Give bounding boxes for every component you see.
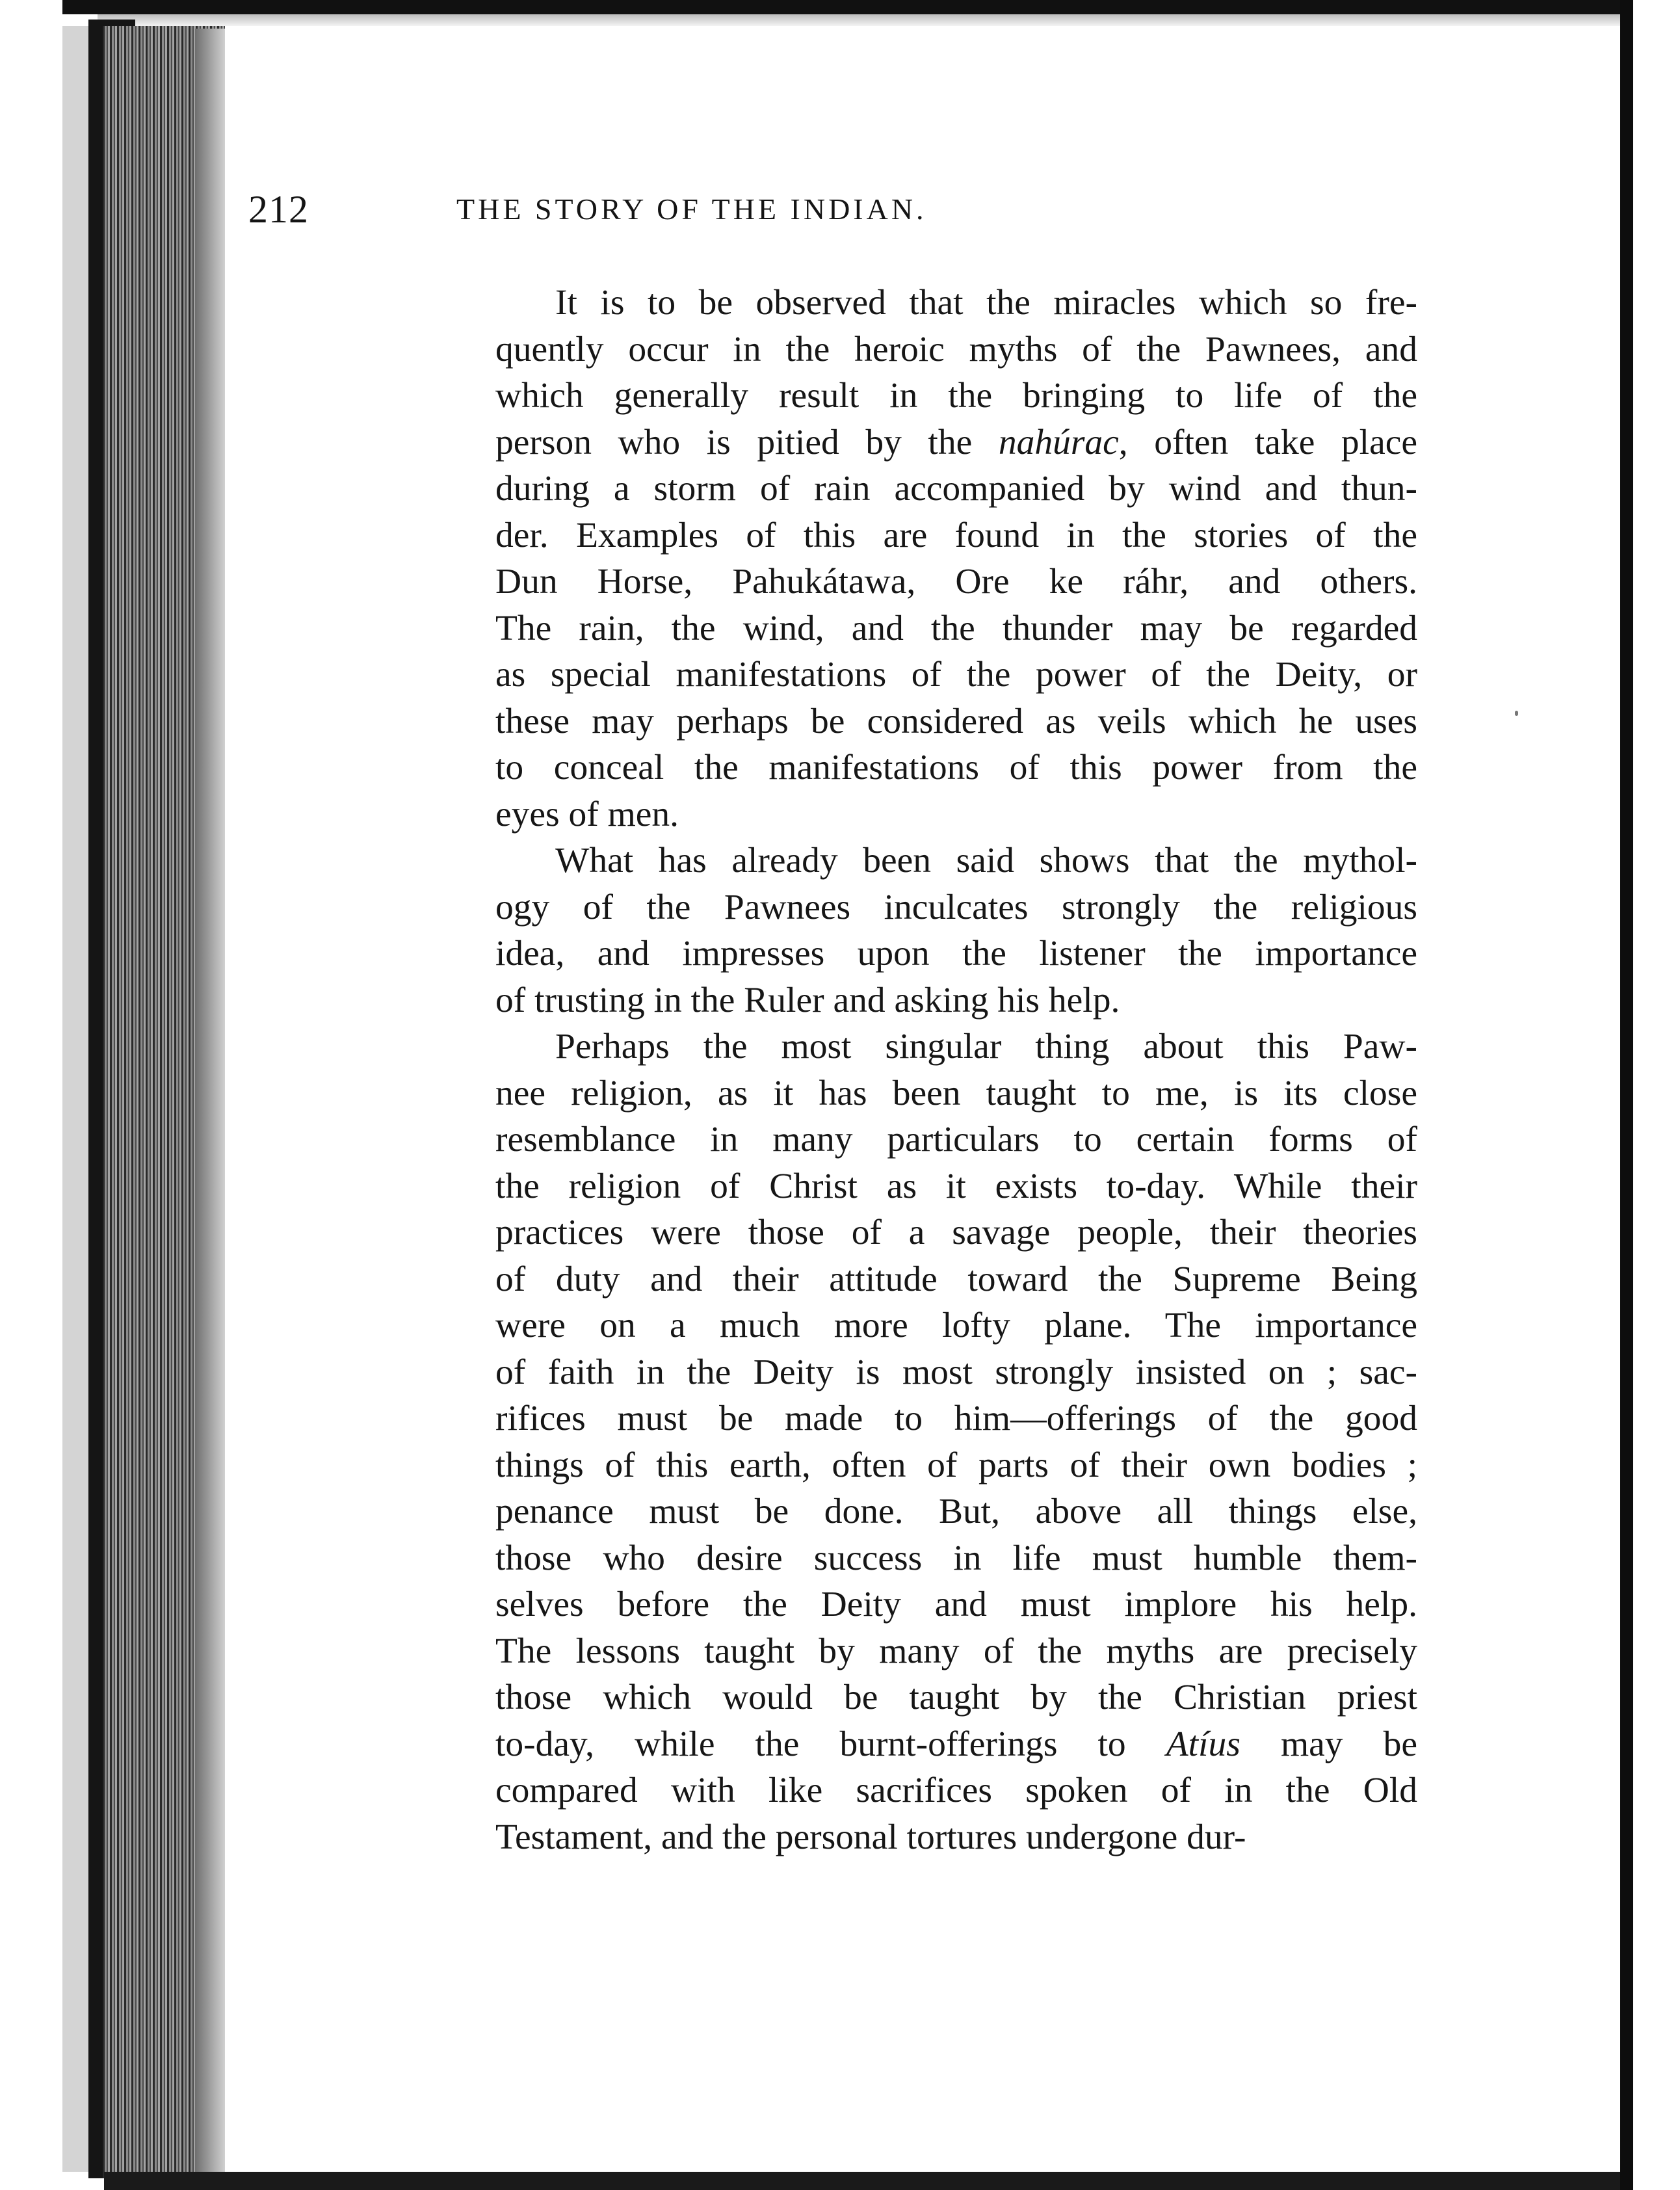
- text-line: were on a much more lofty plane. The importance: [495, 1306, 1417, 1345]
- text-line: those which would be taught by the Christian priest: [495, 1678, 1417, 1717]
- text-line: of trusting in the Ruler and asking his help.: [495, 980, 1120, 1020]
- text-run: , often take place: [1118, 422, 1417, 462]
- text-line: idea, and impresses upon the listener the importance: [495, 934, 1417, 973]
- text-line: rifices must be made to him—offerings of the good: [495, 1399, 1417, 1438]
- paragraph: [495, 838, 1417, 1023]
- italic-term: nahúrac: [998, 422, 1119, 462]
- text-line: quently occur in the heroic myths of the Pawnees, and: [495, 329, 1417, 369]
- text-line: der. Examples of this are found in the stories of the: [495, 515, 1417, 555]
- text-line: The rain, the wind, and the thunder may be regarded: [495, 608, 1417, 648]
- scan-right-border: [1620, 0, 1633, 2190]
- text-line: What has already been said shows that the mythol-: [555, 841, 1417, 880]
- paper-speck: [1515, 711, 1518, 716]
- scan-left-margin: [0, 0, 62, 2190]
- italic-term: Atíus: [1166, 1724, 1240, 1764]
- gutter-shadow: [195, 29, 228, 2174]
- text-line: resemblance in many particulars to certain forms of: [495, 1120, 1417, 1159]
- page-number: 212: [248, 188, 309, 231]
- text-line: eyes of men.: [495, 794, 679, 834]
- text-run: to-day, while the burnt-offerings to: [495, 1724, 1166, 1764]
- page-top-shadow: [98, 14, 1622, 26]
- text-line: of duty and their attitude toward the Supreme Being: [495, 1259, 1417, 1299]
- text-run: may be: [1240, 1724, 1417, 1764]
- text-line: these may perhaps be considered as veils which he uses: [495, 701, 1417, 741]
- text-line: to conceal the manifestations of this power from the: [495, 748, 1417, 787]
- text-line: Dun Horse, Pahukátawa, Ore ke ráhr, and others.: [495, 562, 1417, 601]
- text-line: nee religion, as it has been taught to me, is its close: [495, 1073, 1417, 1113]
- text-line: Testament, and the personal tortures undergone dur-: [495, 1817, 1246, 1857]
- body-text: [495, 280, 1417, 1860]
- text-line: selves before the Deity and must implore his help.: [495, 1585, 1417, 1624]
- text-line: things of this earth, often of parts of their own bodies ;: [495, 1445, 1417, 1485]
- text-line: which generally result in the bringing to life of the: [495, 376, 1417, 416]
- text-line: during a storm of rain accompanied by wind and thun-: [495, 469, 1417, 508]
- scan-right-margin: [1633, 0, 1680, 2190]
- text-run: person who is pitied by the: [495, 422, 999, 462]
- text-line: ogy of the Pawnees inculcates strongly the religious: [495, 887, 1417, 927]
- text-line: compared with like sacrifices spoken of in the Old: [495, 1771, 1417, 1810]
- text-line: [495, 419, 1417, 466]
- running-head: THE STORY OF THE INDIAN.: [456, 192, 927, 226]
- text-line: as special manifestations of the power of the Deity, or: [495, 655, 1417, 694]
- text-line: penance must be done. But, above all things else,: [495, 1492, 1417, 1531]
- text-line: the religion of Christ as it exists to-day. While their: [495, 1166, 1417, 1206]
- scan-bottom-border: [104, 2172, 1680, 2190]
- text-line: The lessons taught by many of the myths are precisely: [495, 1631, 1417, 1671]
- text-line: It is to be observed that the miracles which so fre-: [555, 283, 1417, 323]
- scan-top-border: [0, 0, 1680, 14]
- text-line: of faith in the Deity is most strongly insisted on ; sac-: [495, 1352, 1417, 1392]
- text-line: practices were those of a savage people, their theories: [495, 1213, 1417, 1252]
- text-line: Perhaps the most singular thing about this Paw-: [555, 1027, 1417, 1066]
- book-edge: [62, 26, 88, 2172]
- text-line: [495, 1721, 1417, 1768]
- paragraph: [495, 280, 1417, 838]
- text-line: those who desire success in life must humble them-: [495, 1538, 1417, 1578]
- page-header: [248, 182, 1256, 241]
- paragraph: [495, 1023, 1417, 1860]
